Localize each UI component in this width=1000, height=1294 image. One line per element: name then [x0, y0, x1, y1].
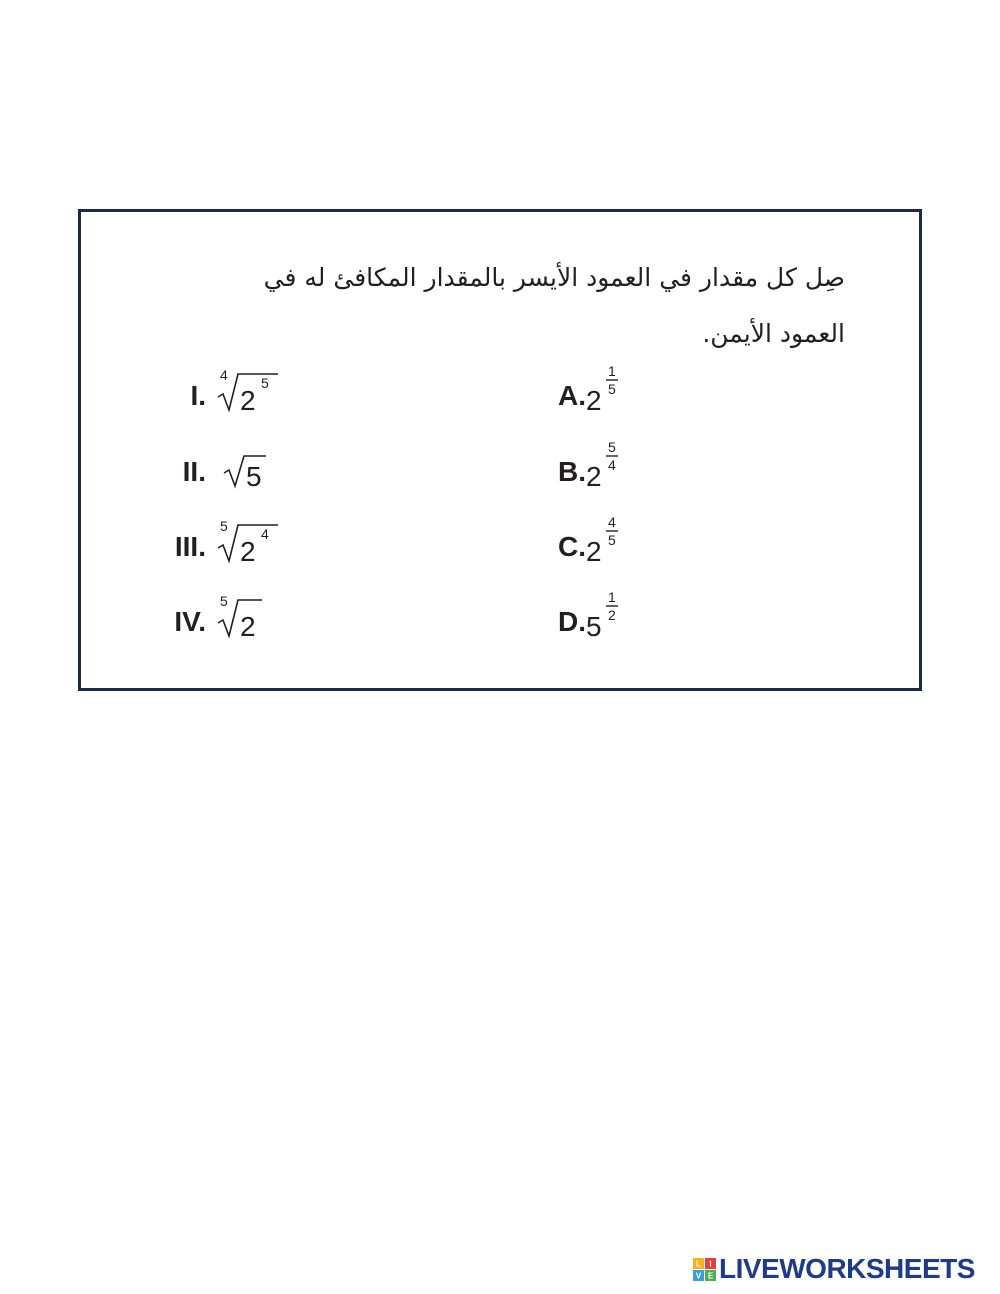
radical-index: 4: [220, 367, 228, 383]
power-base: 5: [586, 611, 602, 642]
left-item-2: [146, 436, 346, 496]
radical-index: 5: [220, 593, 228, 609]
left-label-2: II.: [182, 456, 206, 487]
radicand-base: 2: [240, 385, 256, 416]
left-label-3: III.: [174, 531, 206, 562]
right-label-4: D.: [558, 606, 586, 637]
right-item-1: [526, 360, 726, 420]
right-label-1: A.: [558, 380, 586, 411]
left-expression-3: [216, 511, 306, 571]
radicand-exponent: 4: [261, 526, 269, 542]
svg-text:I: I: [709, 1259, 712, 1269]
exponent-denominator: 4: [608, 457, 616, 473]
exponent-denominator: 2: [608, 607, 616, 623]
right-item-3: [526, 511, 726, 571]
exponent-denominator: 5: [608, 381, 616, 397]
exponent-denominator: 5: [608, 532, 616, 548]
left-expression-2: [222, 436, 312, 496]
exponent-numerator: 1: [608, 589, 616, 605]
radicand-exponent: 5: [261, 375, 269, 391]
instruction-text: [205, 250, 845, 362]
exponent-numerator: 1: [608, 363, 616, 379]
right-label-3: C.: [558, 531, 586, 562]
power-base: 2: [586, 385, 602, 416]
power-base: 2: [586, 461, 602, 492]
instruction-line-1: صِل كل مقدار في العمود الأيسر بالمقدار المكافئ له في: [263, 263, 845, 292]
left-item-1: [146, 360, 346, 420]
right-label-2: B.: [558, 456, 586, 487]
svg-text:E: E: [707, 1271, 714, 1281]
liveworksheets-logo-icon: [693, 1258, 717, 1282]
left-item-3: [146, 511, 346, 571]
left-expression-1: [216, 360, 306, 420]
power-base: 2: [586, 536, 602, 567]
left-label-1: I.: [190, 380, 206, 411]
exercise-card: [78, 209, 922, 691]
left-expression-4: [216, 586, 306, 646]
right-item-4: [526, 586, 726, 646]
right-item-2: [526, 436, 726, 496]
left-item-4: [146, 586, 346, 646]
exponent-numerator: 5: [608, 439, 616, 455]
radicand-base: 2: [240, 611, 256, 642]
brand-name: LIVEWORKSHEETS: [719, 1253, 975, 1284]
instruction-line-2: العمود الأيمن.: [702, 319, 845, 348]
radicand-base: 5: [246, 461, 262, 492]
right-expression-4: [586, 586, 676, 646]
exponent-numerator: 4: [608, 514, 616, 530]
radical-index: 5: [220, 518, 228, 534]
liveworksheets-brand: [693, 1254, 993, 1284]
svg-text:V: V: [695, 1271, 702, 1281]
right-expression-1: [586, 360, 676, 420]
right-expression-3: [586, 511, 676, 571]
radicand-base: 2: [240, 536, 256, 567]
svg-text:L: L: [696, 1259, 701, 1269]
left-label-4: IV.: [174, 606, 206, 637]
right-expression-2: [586, 436, 676, 496]
